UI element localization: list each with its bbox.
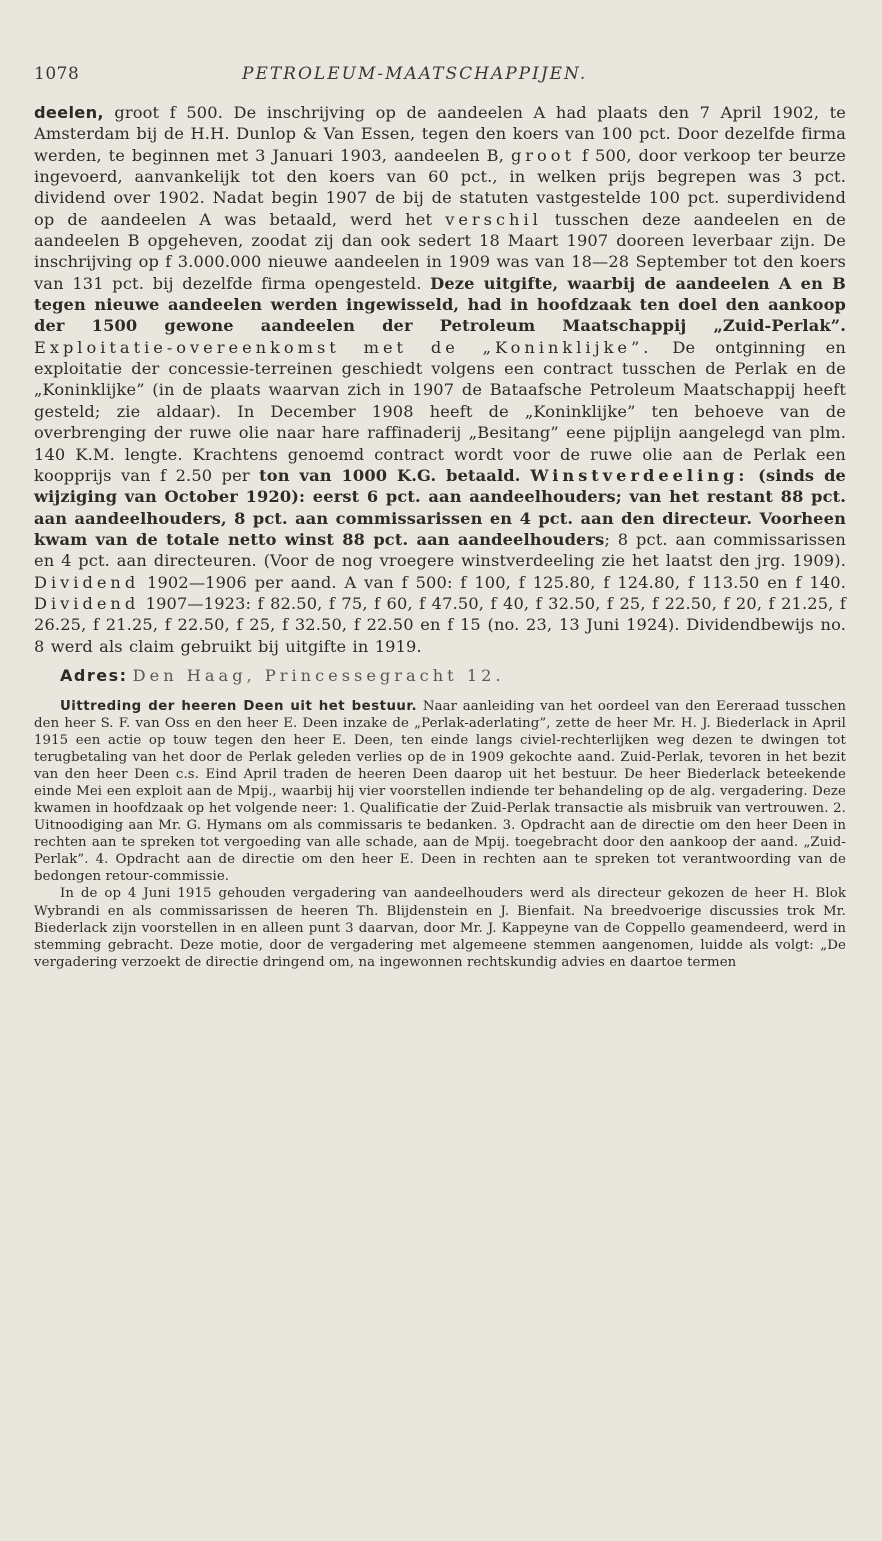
page-header	[34, 64, 846, 94]
text-segment: f 500, door verkoop ter beurze ingevoerd, aanvankelijk tot den koers van 60 pct., in welken prijs begrepen was 3 pct. dividend over 1902. Nadat begin 1907 de bij de statuten vastgestelde 100 pct. superdividend op de aandeelen A was betaald, werd het	[34, 145, 846, 229]
small-paragraph: In de op 4 Juni 1915 gehouden vergadering van aandeelhouders werd als directeur gekozen de heer H. Blok Wybrandi en als commissarissen de heeren Th. Blijdenstein en J. Bienfait. Na breedvoerige discussies trok Mr. Biederlack zijn voorstellen in en alleen punt 3 daarvan, door Mr. J. Kappeyne van de Coppello geamendeerd, werd in stemming gebracht. Deze motie, door de vergadering met algemeene stemmen aangenomen, luidde als volgt: „De vergadering verzoekt de directie dringend om, na ingewonnen rechtskundig advies en daartoe termen	[34, 886, 846, 970]
address-value: Den Haag, Princessegracht 12.	[132, 665, 505, 685]
section-heading: Uittreding der heeren Deen uit het bestuur.	[60, 698, 418, 714]
address-line	[34, 665, 846, 686]
lead-keyword: deelen,	[34, 103, 104, 122]
spaced-term: Winstverdeeling:	[530, 465, 749, 485]
page-number: 1078	[34, 64, 80, 84]
bold-segment: ton van 1000 K.G. betaald.	[259, 465, 531, 485]
running-title: PETROLEUM-MAATSCHAPPIJEN.	[242, 64, 588, 84]
bold-segment: Deze uitgifte, waarbij de aandeelen A en B tegen nieuwe aandeelen werden ingewisseld, had in hoofdzaak ten doel den aankoop der 1500 gewone aandeelen der Petroleum Maatschappij „Zuid-Perlak”.	[34, 273, 846, 336]
main-paragraph	[34, 102, 846, 657]
text-segment: groot f 500. De inschrijving op de aandeelen A had plaats den 7 April 1902, te Amsterdam bij de H.H. Dunlop & Van Essen, tegen den koers van 100 pct. Door dezelfde firma werden, te beginnen met 3 Januari 1903, aandeelen B,	[34, 103, 846, 165]
small-print-section	[34, 698, 846, 971]
text-segment: Naar aanleiding van het oordeel van den Eereraad tusschen den heer S. F. van Oss en den heer E. Deen inzake de „Perlak-aderlating”, zette de heer Mr. H. J. Biederlack in April 1915 een actie op touw tegen den heer E. Deen, ten einde langs civiel-rechterlijken weg dezen te dwingen tot terugbetaling van het door de Perlak geleden verlies op de in 1909 gekochte aand. Zuid-Perlak, tevoren in het bezit van den heer Deen c.s. Eind April traden de heeren Deen daarop uit het bestuur. De heer Biederlack beteekende einde Mei een exploit aan de Mpij., waarbij hij vier voorstellen indiende ter behandeling op de alg. vergadering. Deze kwamen in hoofdzaak op het volgende neer: 1. Qualificatie der Zuid-Perlak transactie als misbruik van vertrouwen. 2. Uitnoodiging aan Mr. G. Hymans om als commissaris te bedanken. 3. Opdracht aan de directie om den heer Deen in rechten aan te spreken tot vergoeding van alle schade, aan de Mpij. toegebracht door den aankoop der aand. „Zuid-Perlak”. 4. Opdracht aan de directie om den heer E. Deen in rechten aan te spreken tot verantwoording van de bedongen retour-commissie.	[34, 698, 846, 885]
spaced-term: verschil	[445, 209, 542, 229]
text-segment: 1907—1923: f 82.50, f 75, f 60, f 47.50, f 40, f 32.50, f 25, f 22.50, f 20, f 21.25, f 26.25, f 21.25, f 22.50, f 25, f 32.50, f 22.50 en f 15 (no. 23, 13 Juni 1924). Dividendbewijs no. 8 werd als claim gebruikt bij uitgifte in 1919.	[34, 593, 846, 656]
text-segment: tusschen deze aandeelen en de aandeelen B opgeheven, zoodat zij dan ook sedert 18 Maart 1907 dooreen leverbaar zijn. De inschrijving op f 3.000.000 nieuwe aandeelen in 1909 was van 18—28 September tot den koers van 131 pct. bij dezelfde firma opengesteld.	[34, 209, 846, 293]
spaced-term: Dividend	[34, 593, 140, 613]
address-label: Adres:	[60, 665, 128, 685]
spaced-term: Exploitatie-overeenkomst met de „Koninklijke”.	[34, 337, 653, 357]
spaced-term: groot	[510, 145, 576, 165]
text-segment: ; 8 pct. aan commissarissen en 4 pct. aan directeuren. (Voor de nog vroegere winstverdeeling zie het laatst den jrg. 1909).	[34, 529, 846, 571]
bold-segment: (sinds de wijziging van October 1920): eerst 6 pct. aan aandeelhouders; van het restant 88 pct. aan aandeelhouders, 8 pct. aan commissarissen en 4 pct. aan den directeur. Voorheen kwam van de totale netto winst 88 pct. aan aandeelhouders	[34, 465, 846, 549]
text-segment: De ontginning en exploitatie der concessie-terreinen geschiedt volgens een contract tusschen de Perlak en de „Koninklijke” (in de plaats waarvan zich in 1907 de Bataafsche Petroleum Maatschappij heeft gesteld; zie aldaar). In December 1908 heeft de „Koninklijke” ten behoeve van de overbrenging der ruwe olie naar hare raffinaderij „Besitang” eene pijplijn aangelegd van plm. 140 K.M. lengte. Krachtens genoemd contract wordt voor de ruwe olie aan de Perlak een koopprijs van f 2.50 per	[34, 337, 846, 485]
small-paragraph	[34, 698, 846, 886]
spaced-term: Dividend	[34, 572, 140, 592]
text-segment: 1902—1906 per aand. A van f 500: f 100, f 125.80, f 124.80, f 113.50 en f 140.	[139, 572, 846, 592]
